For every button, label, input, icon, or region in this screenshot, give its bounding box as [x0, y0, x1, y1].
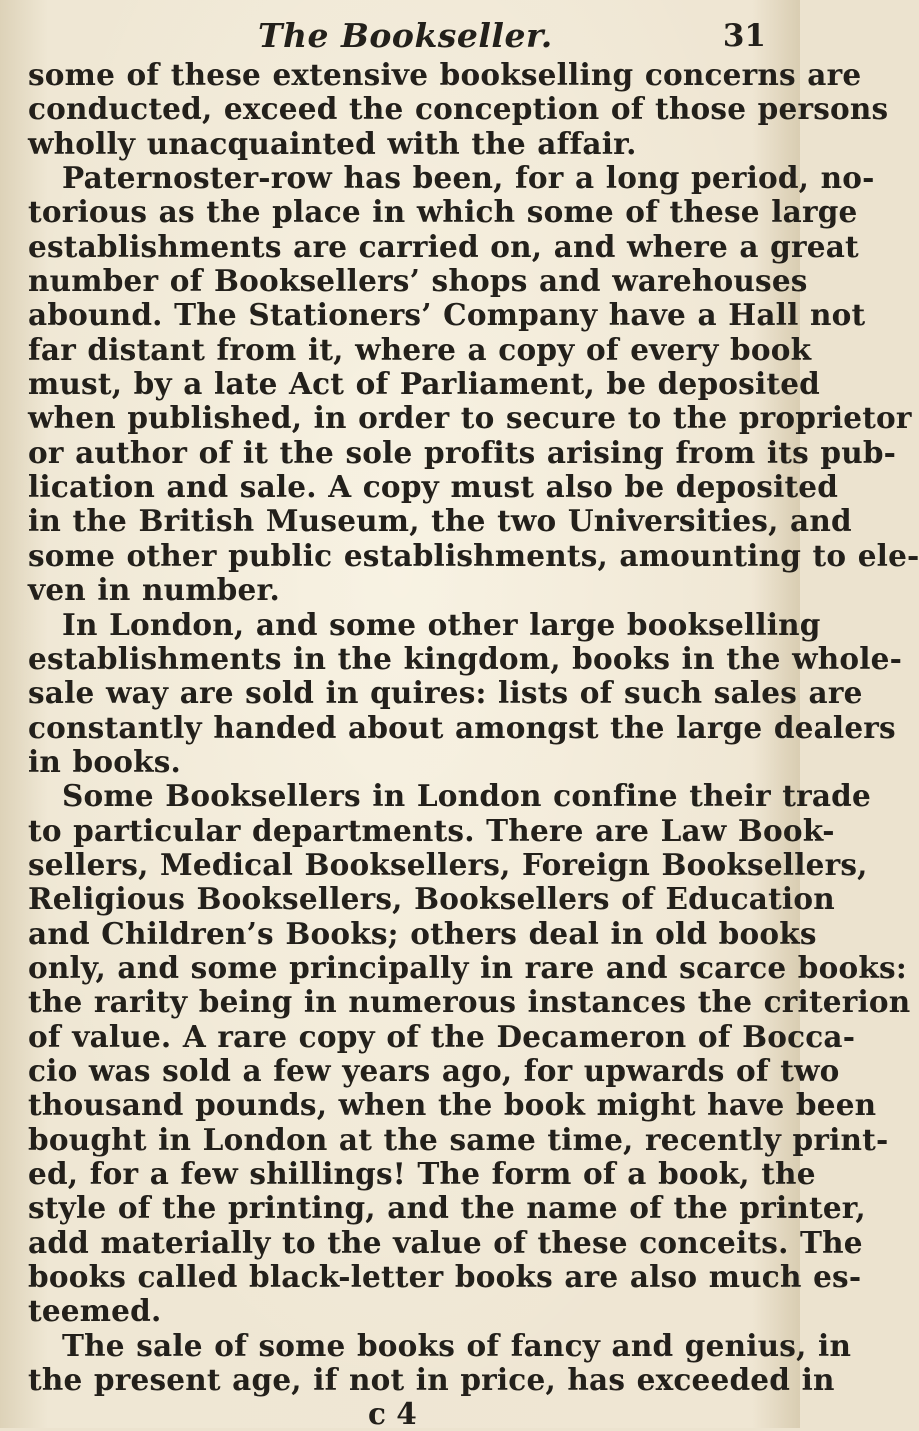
- text-line: in the British Museum, the two Universities, and: [28, 503, 852, 539]
- text-line: number of Booksellers’ shops and warehouses: [28, 263, 808, 299]
- text-line: far distant from it, where a copy of every book: [28, 331, 812, 367]
- text-line: ven in number.: [28, 572, 280, 608]
- text-line: torious as the place in which some of these large: [28, 194, 858, 230]
- text-line: when published, in order to secure to the proprietor: [28, 400, 912, 436]
- text-line: sale way are sold in quires: lists of such sales are: [28, 675, 863, 711]
- text-line: the rarity being in numerous instances the criterion: [28, 984, 911, 1020]
- text-line: conducted, exceed the conception of those persons: [28, 91, 889, 127]
- text-line: sellers, Medical Booksellers, Foreign Booksellers,: [28, 846, 868, 882]
- text-line: ed, for a few shillings! The form of a book, the: [28, 1156, 816, 1191]
- text-line: must, by a late Act of Parliament, be deposited: [28, 366, 821, 402]
- text-line: Paternoster-row has been, for a long period, no-: [62, 160, 875, 196]
- text-line: or author of it the sole profits arising from its pub-: [28, 434, 897, 470]
- text-line: abound. The Stationers’ Company have a Hall not: [28, 297, 866, 333]
- text-line: add materially to the value of these conceits. The: [28, 1224, 863, 1260]
- text-line: books called black-letter books are also much es-: [28, 1259, 862, 1295]
- page-header: [0, 10, 800, 58]
- page-number: 31: [722, 18, 766, 54]
- text-line: Some Booksellers in London confine their trade: [62, 778, 871, 814]
- text-line: in books.: [28, 743, 182, 779]
- text-line: Religious Booksellers, Booksellers of Education: [28, 881, 835, 917]
- text-line: lication and sale. A copy must also be deposited: [28, 469, 839, 505]
- text-line: wholly unacquainted with the affair.: [28, 125, 637, 161]
- text-line: only, and some principally in rare and scarce books:: [28, 949, 907, 985]
- text-line: some of these extensive bookselling concerns are: [28, 57, 862, 92]
- text-line: In London, and some other large bookselling: [62, 606, 821, 642]
- text-line: establishments in the kingdom, books in the whole-: [28, 640, 903, 676]
- text-line: establishments are carried on, and where a great: [28, 228, 859, 264]
- running-title: The Bookseller.: [258, 16, 553, 55]
- signature-mark: c 4: [368, 1396, 417, 1431]
- text-line: teemed.: [28, 1293, 162, 1329]
- text-line: bought in London at the same time, recently print-: [28, 1121, 889, 1157]
- text-line: thousand pounds, when the book might have been: [28, 1087, 877, 1123]
- text-line: constantly handed about amongst the large dealers: [28, 709, 896, 745]
- body-text: [28, 57, 919, 1398]
- text-line: The sale of some books of fancy and genius, in: [62, 1327, 852, 1363]
- text-line: and Children’s Books; others deal in old books: [28, 915, 817, 951]
- text-line: of value. A rare copy of the Decameron of Bocca-: [28, 1018, 856, 1054]
- text-line: style of the printing, and the name of the printer,: [28, 1190, 866, 1226]
- text-line: cio was sold a few years ago, for upwards of two: [28, 1052, 840, 1088]
- text-line: to particular departments. There are Law Book-: [28, 812, 835, 848]
- text-line: the present age, if not in price, has exceeded in: [28, 1362, 835, 1398]
- text-line: some other public establishments, amounting to ele-: [28, 537, 919, 573]
